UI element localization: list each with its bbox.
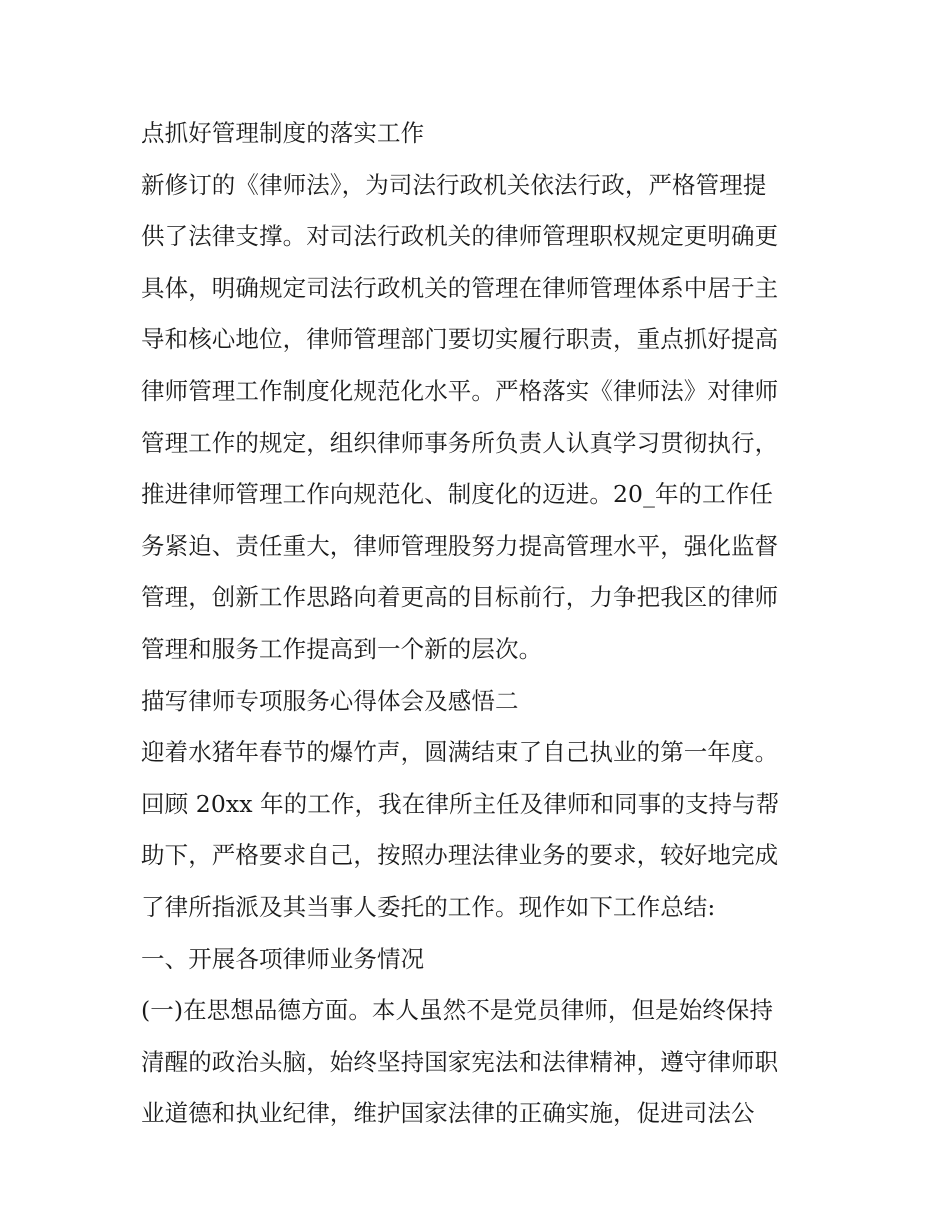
paragraph-line: 供了法律支撑。对司法行政机关的律师管理职权规定更明确更 — [141, 222, 779, 251]
document-body — [141, 108, 821, 1140]
section-heading: 一、开展各项律师业务情况 — [141, 944, 425, 973]
paragraph-line: 了律所指派及其当事人委托的工作。现作如下工作总结: — [141, 892, 716, 921]
paragraph-line: 管理和服务工作提高到一个新的层次。 — [141, 634, 543, 663]
paragraph-line: 迎着水猪年春节的爆竹声，圆满结束了自己执业的第一年度。 — [141, 738, 779, 767]
paragraph-line: 回顾 20xx 年的工作，我在律所主任及律师和同事的支持与帮 — [141, 789, 780, 818]
paragraph-line: 推进律师管理工作向规范化、制度化的迈进。20_年的工作任 — [141, 480, 773, 509]
paragraph-line: 业道德和执业纪律，维护国家法律的正确实施，促进司法公 — [141, 1099, 755, 1128]
paragraph-line: 律师管理工作制度化规范化水平。严格落实《律师法》对律师 — [141, 376, 779, 405]
paragraph-line: 务紧迫、责任重大，律师管理股努力提高管理水平，强化监督 — [141, 531, 779, 560]
paragraph-line: 助下，严格要求自己，按照办理法律业务的要求，较好地完成 — [141, 841, 779, 870]
section-heading: 描写律师专项服务心得体会及感悟二 — [141, 686, 519, 715]
paragraph-line: 具体，明确规定司法行政机关的管理在律师管理体系中居于主 — [141, 273, 779, 302]
paragraph-line: 管理工作的规定，组织律师事务所负责人认真学习贯彻执行， — [141, 428, 779, 457]
paragraph-line: 新修订的《律师法》，为司法行政机关依法行政，严格管理提 — [141, 170, 767, 199]
paragraph-line: 点抓好管理制度的落实工作 — [141, 119, 425, 147]
paragraph-line: (一)在思想品德方面。本人虽然不是党员律师，但是始终保持 — [141, 996, 774, 1025]
paragraph-line: 导和核心地位，律师管理部门要切实履行职责，重点抓好提高 — [141, 325, 779, 354]
paragraph-line: 管理，创新工作思路向着更高的目标前行，力争把我区的律师 — [141, 583, 779, 612]
paragraph-line: 清醒的政治头脑，始终坚持国家宪法和法律精神，遵守律师职 — [141, 1047, 779, 1076]
